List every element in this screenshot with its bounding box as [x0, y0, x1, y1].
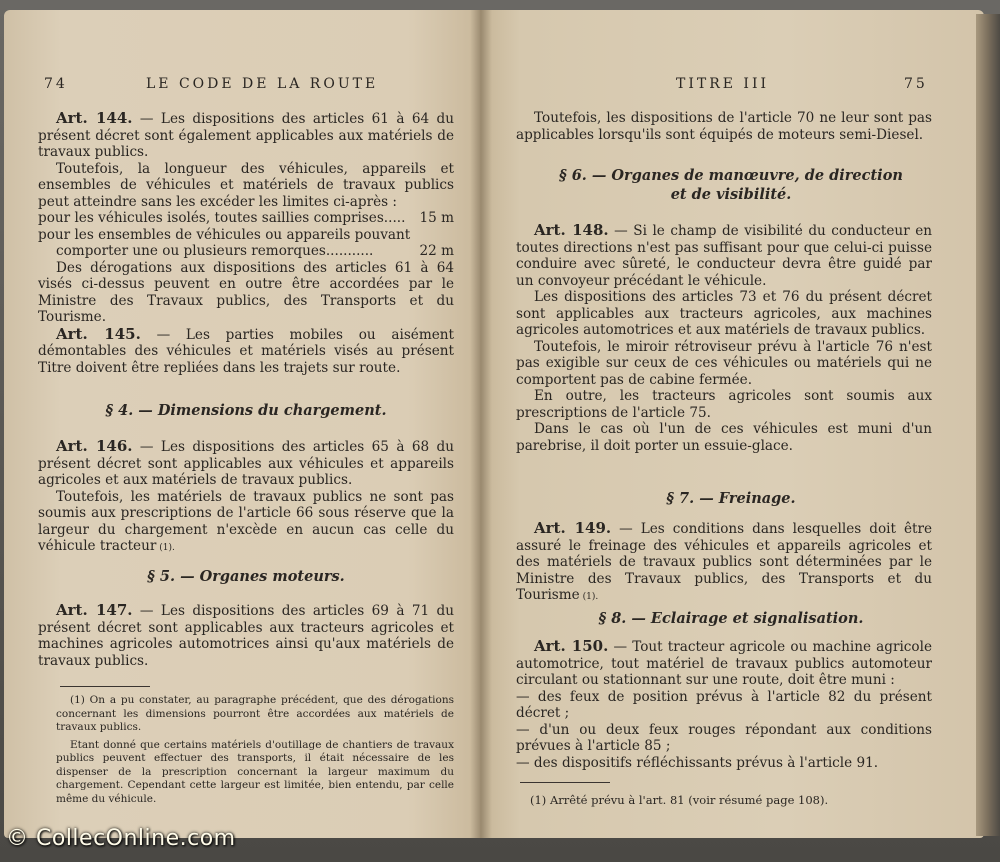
article-148 [516, 222, 932, 454]
section-6-line1: § 6. — Organes de manœuvre, de direction [559, 167, 903, 184]
art-149-note: (1). [579, 592, 599, 602]
section-8-heading: § 8. — Eclairage et signalisation. [598, 610, 864, 627]
right-footnote: (1) Arrêté prévu à l'art. 81 (voir résumé page 108). [530, 793, 829, 807]
art-149-label: Art. 149. [534, 519, 612, 537]
right-running-head: TITRE III [676, 76, 770, 92]
art-148-p5: Dans le cas où l'un de ces véhicules est muni d'un parebrise, il doit porter un essuie-glace. [516, 421, 932, 454]
art-146-note: (1). [156, 543, 175, 553]
art-144-label: Art. 144. [56, 109, 133, 127]
footnote-rule [60, 686, 150, 687]
art-148-p4: En outre, les tracteurs agricoles sont soumis aux prescriptions de l'article 75. [516, 388, 932, 421]
book-gutter [470, 10, 492, 838]
left-running-head: LE CODE DE LA ROUTE [146, 76, 379, 92]
book-edge [976, 14, 1000, 836]
art-144-limit1: pour les véhicules isolés, toutes saillies comprises..... [38, 210, 406, 226]
left-footnote-2: Etant donné que certains matériels d'outillage de chantiers de travaux publics peuvent effectuer des transports, il était nécessaire de les dispenser de la prescription concernant la largeur maximum du chargement. Cependant cette largeur est limitée, bien entendu, par celle même du véhicule. [56, 738, 454, 805]
art-144-limit2b: comporter une ou plusieurs remorques........... [56, 243, 374, 259]
left-page [4, 10, 480, 838]
art-150-item-1: — des feux de position prévus à l'article 82 du présent décret ; [516, 688, 932, 721]
watermark: © CollecOnline.com [6, 826, 236, 851]
left-page-number: 74 [44, 76, 68, 92]
article-149 [516, 520, 932, 606]
art-150-item-2: — d'un ou deux feux rouges répondant aux conditions prévues à l'article 85 ; [516, 721, 932, 754]
art-146-label: Art. 146. [56, 437, 133, 455]
art-146-p2: Toutefois, les matériels de travaux publics ne sont pas soumis aux prescriptions de l'article 66 sous réserve que la largeur du chargement n'excède en aucun cas celle du véhicule tracteur [38, 488, 454, 554]
art-148-p3: Toutefois, le miroir rétroviseur prévu à l'article 76 n'est pas exigible sur ceux de ces véhicules ou matériels qui ne comportent pas de cabine fermée. [516, 338, 932, 388]
section-5-heading: § 5. — Organes moteurs. [147, 568, 345, 585]
art-144-text: — Les dispositions des articles 61 à 64 du présent décret sont également applicables aux matériels de travaux publics. [38, 111, 454, 160]
art-145-label: Art. 145. [56, 324, 141, 343]
section-4-heading: § 4. — Dimensions du chargement. [105, 402, 387, 419]
section-6-heading [516, 166, 946, 204]
art-150-item-3: — des dispositifs réfléchissants prévus à l'article 91. [516, 754, 879, 771]
art-147-text: — Les dispositions des articles 69 à 71 du présent décret sont applicables aux tracteurs agricoles et machines agricoles automotrices ainsi qu'aux matériels de travaux publics. [38, 603, 454, 669]
art-144-p2: Toutefois, la longueur des véhicules, appareils et ensembles de véhicules et matériels de travaux publics peut atteindre sans les excéder les limites ci-après : [38, 160, 454, 210]
article-146 [38, 438, 454, 557]
art-144-limit2a: pour les ensembles de véhicules ou appareils pouvant [38, 226, 411, 243]
art-149-text: — Les conditions dans lesquelles doit être assuré le freinage des véhicules et appareils agricoles et des matériels de travaux publics sont déterminées par le Ministre des Travaux publics, des Transports et du Tourisme [516, 521, 932, 603]
right-intro [516, 110, 932, 143]
article-144 [38, 110, 454, 376]
article-147 [38, 602, 454, 669]
art-150-text: — Tout tracteur agricole ou machine agricole automotrice, tout matériel de travaux publics automoteur circulant ou stationnant sur une route, doit être muni : [516, 639, 933, 688]
art-144-limit1-value: 15 m [419, 210, 454, 226]
right-footnote-rule [520, 782, 610, 783]
section-6-line2: et de visibilité. [670, 186, 792, 203]
right-page [480, 10, 984, 838]
art-147-label: Art. 147. [56, 601, 133, 619]
right-intro-text: Toutefois, les dispositions de l'article 70 ne leur sont pas applicables lorsqu'ils sont équipés de moteurs semi-Diesel. [516, 110, 932, 143]
left-footnote-1: (1) On a pu constater, au paragraphe précédent, que des dérogations concernant les dimensions pourront être accordées aux matériels de travaux publics. [56, 694, 454, 733]
art-144-p3: Des dérogations aux dispositions des articles 61 à 64 visés ci-dessus peuvent en outre être accordées par le Ministre des Travaux publics, des Transports et du Tourisme. [38, 259, 454, 325]
article-150 [516, 638, 932, 771]
art-146-text: — Les dispositions des articles 65 à 68 du présent décret sont applicables aux véhicules et appareils agricoles et aux matériels de travaux publics. [38, 439, 454, 488]
art-144-limit2-value: 22 m [419, 243, 454, 259]
right-page-number: 75 [904, 76, 928, 92]
art-148-p2: Les dispositions des articles 73 et 76 du présent décret sont applicables aux tracteurs agricoles, aux machines agricoles automotrices et aux matériels de travaux publics. [516, 289, 932, 338]
art-148-text: — Si le champ de visibilité du conducteur en toutes directions n'est pas suffisant pour que celui-ci puisse conduire avec sûreté, le conducteur devra être guidé par un convoyeur précédant le véhicule. [516, 223, 933, 289]
left-footnotes [56, 694, 454, 806]
art-150-label: Art. 150. [534, 637, 609, 655]
art-148-label: Art. 148. [534, 221, 609, 239]
art-145-text: — Les parties mobiles ou aisément démontables des véhicules et matériels visés au présent Titre doivent être repliées dans les trajets sur route. [38, 326, 455, 376]
section-7-heading: § 7. — Freinage. [666, 490, 796, 507]
